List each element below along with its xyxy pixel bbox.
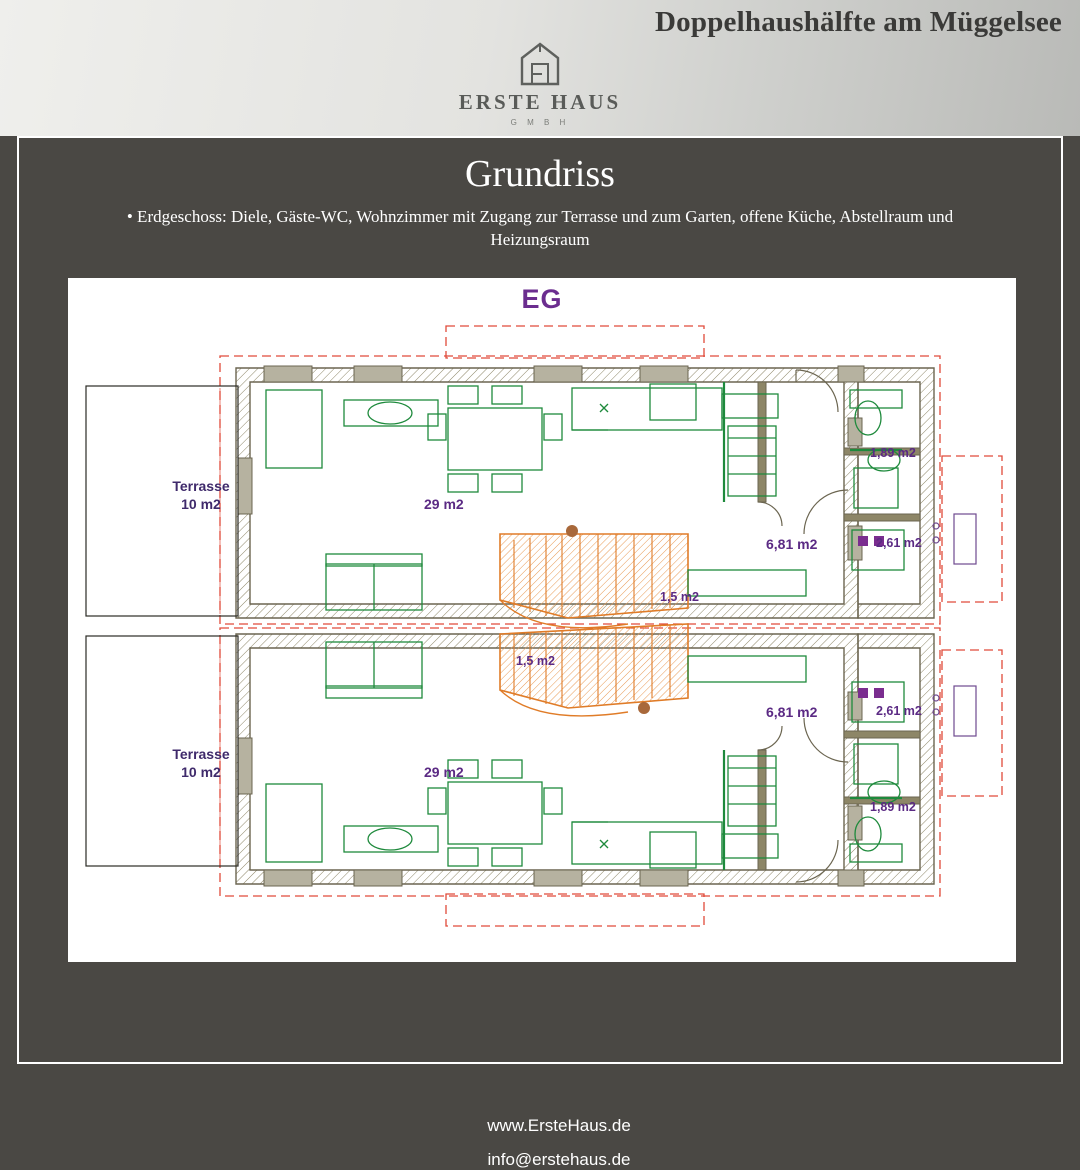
page-header [0,0,1080,136]
panel-description: • Erdgeschoss: Diele, Gäste-WC, Wohnzimmer mit Zugang zur Terrasse und zum Garten, offene Küche, Abstellraum und Heizungsraum [126,207,954,249]
footer-email[interactable]: info@erstehaus.de [487,1150,631,1169]
label-terrace-lower: Terrasse 10 m2 [172,746,230,780]
label-storage-upper: 2,61 m2 [876,536,922,550]
label-wc-lower: 1,89 m2 [870,800,916,814]
page-title: Doppelhaushälfte am Müggelsee [655,6,1062,38]
label-storage-lower: 2,61 m2 [876,704,922,718]
content-panel [17,136,1063,1169]
footer [19,1102,1080,1170]
floor-label: EG [521,284,563,314]
label-stair-lower: 1,5 m2 [516,654,555,668]
label-stair-upper: 1,5 m2 [660,590,699,604]
label-hall-upper: 6,81 m2 [766,536,818,552]
label-living-upper: 29 m2 [424,496,464,512]
company-logo [410,40,670,127]
footer-website[interactable]: www.ErsteHaus.de [487,1116,631,1135]
label-hall-lower: 6,81 m2 [766,704,818,720]
label-terrace-upper: Terrasse 10 m2 [172,478,230,512]
logo-company-name: ERSTE HAUS [458,90,622,114]
floorplan-drawing [68,278,1016,962]
logo-company-form: G M B H [510,118,570,127]
house-logo-icon [516,40,564,88]
floorplan-canvas [68,278,1016,962]
label-wc-upper: 1,89 m2 [870,446,916,460]
label-living-lower: 29 m2 [424,764,464,780]
panel-title: Grundriss [465,153,615,195]
